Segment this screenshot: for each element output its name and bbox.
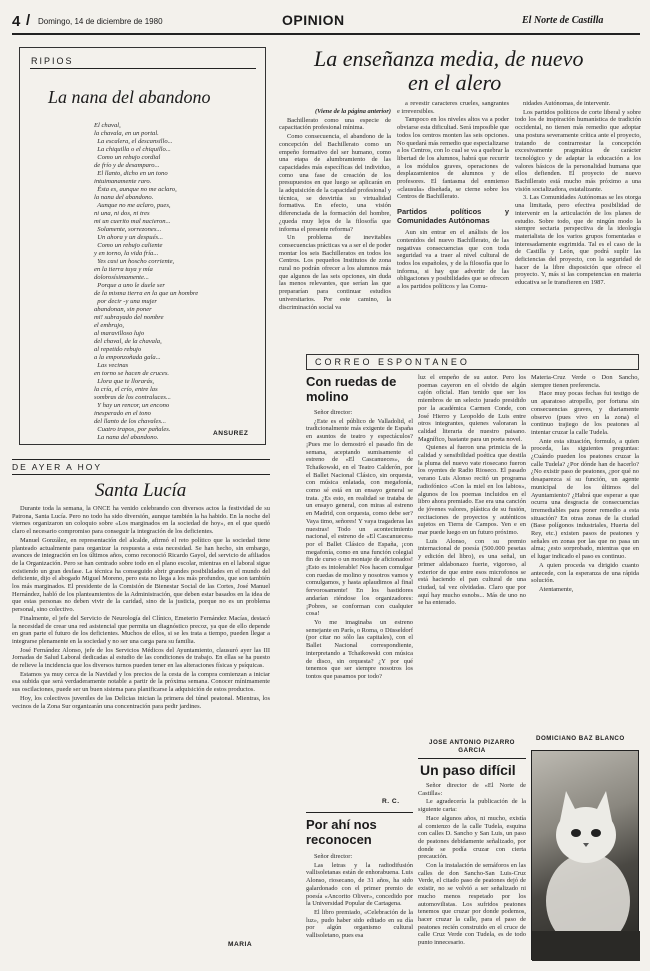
article-col3 (515, 100, 641, 350)
article-paragraph: Aun sin entrar en el análisis de los contenidos del nuevo Bachillerato, de las negativas consecuencias que con toda seguridad va a traer al nivel cultural de todos los españoles, y de la filosofía que lo informa, si hay que advertir de las obligaciones y posibilidades que se ofrecen a los partidos políticos y las Comu- (397, 229, 509, 291)
article-continuation: (Viene de la página anterior) (315, 108, 391, 115)
ripios-title: La nana del abandono (48, 87, 211, 107)
letter-greeting: Señor director: (314, 409, 353, 416)
article-title-line2: en el alero (408, 70, 502, 95)
letter2-body (306, 853, 413, 963)
letter-paragraph: Materia-Cruz Verde o Don Sancho, siempre tienen preferencia. (531, 374, 639, 389)
ayer-body (12, 505, 270, 911)
letter2-title: Por ahí nos reconocen (306, 817, 377, 847)
article-subhead: Partidos políticos y Comunidades Autónomas (397, 207, 509, 226)
letter-paragraph: El libro premiado, «Celebración de la luz», pudo haber sido editado en su día por algún organismo cultural vallisoletano, pues esa (306, 908, 413, 940)
letter-paragraph: Con la instalación de semáforos en las calles de don Sancho-San Luis-Cruz Verde, el citado paso de peatones dejó de existir, no se volvió a ser señalizado ni mucho menos respetado por los automovilistas. Los sufridos peatones tenemos que cruzar por donde podemos, hacer cruzar la calle, para el paso de peatones recién construido en el cruce de calle Cruz Verde con Tudela, es de todo punto innecesario. (418, 862, 526, 947)
letter-paragraph: Ante esta situación, formulo, a quien proceda, las siguientes preguntas: ¿Cuándo pueden los peatones cruzar la calle Tudela? ¿Por dónde han de hacerlo? ¿No existir paso de peatones, ¿por qué no desaparezca sí su función, un agente municipal de los últimos del Ayuntamiento? ¿Habrá que esperar a que ocurra una desgracia de consecuencias irremediables para poner remedio a esta situación? En otras zonas de la ciudad (Base polígonos industriales, Huerta del Rey, etc.) existen pasos de peatones y señales en zonas por las que no pasa un alma; ¿esto sorprobado, mientras que en el lugar indicado el paso es continuo. (531, 437, 639, 561)
article-paragraph: 3. Las Comunidades Autónomas se les otorga una limitada, pero efectiva posibilidad de intervenir en la articulación de los planes de estudio. Sobre todo, que de ningún modo la siempre sectaria perspectiva de la ideología materialista de los varios grupos fomentadas e interesadamente esgrimida. Tal es el caso de la de Castilla y León, que podrá suplir las deficiencias del proyecto, con la seguridad de hacer de la libre disposición que ofrece el proyecto. Y, más si las competencias en materia educativa se le transfieren en 1987. (515, 194, 641, 287)
ayer-paragraph: Hoy, los colectivos juveniles de las Delicias inician la primera del túnel peatonal. Mientras, los vecinos de la Zona Sur organizarán una concentración para pedir jardines. (12, 694, 270, 710)
page-number: 4 (12, 13, 21, 30)
article-title-line1: La enseñanza media, de nuevo (314, 46, 584, 71)
ayer-title: Santa Lucía (95, 480, 187, 501)
article-paragraph: nidades Autónomas, de intervenir. (523, 100, 611, 107)
letter1-signature: R. C. (382, 798, 400, 805)
article-col1 (279, 108, 391, 350)
ayer-paragraph: José Fernández Alonso, jefe de los Servicios Médicos del Ayuntamiento, clausuró ayer las III Jornadas de Salud Laboral dedicadas al estudio de las condiciones de trabajo. En ellas se ha puesto de relieve la incidencia que los diversos turnos pueden tener en las alteraciones físicas y psíquicas. (12, 646, 270, 670)
ayer-label: DE AYER A HOY (12, 462, 103, 472)
letter1-title: Con ruedas de molino (306, 374, 397, 404)
letter-paragraph: Hace algunos años, ni mucho, existía al comienzo de la calle Tudela, esquina con calles D. Sancho y San Luis, un paso de peatones debidamente señalizado, por donde se podía cruzar con cierta precaución. (418, 814, 526, 861)
letter-paragraph: Las letras y la radiodifusión vallisoletanas están de enhorabuena. Luis Alonso, riosecano, de 31 años, ha sido galardonado con el primer premio de poesía «Ancorito Oliver», concedido por la Universidad Popular de Cartagena. (306, 861, 413, 908)
letter-paragraph: Le agradecería la publicación de la siguiente carta: (418, 798, 526, 814)
header-date: Domingo, 14 de diciembre de 1980 (38, 17, 163, 26)
ripios-signature: ANSUREZ (213, 430, 249, 437)
ripios-poem: El chaval, la chavala, en un portal. La escalera, el descansillo... La chiquilla o el chiquillo... Como un rebujo cordial de frío y de desamparo... El llanto, dicho en un tono intuimanamente raro. Ésta es, aunque no me aclaro, la nana del abandono. Aunque no me aclaro, pues, ni una, ni dos, ni tres mi un cuerito mal nacieron... Solamente, sorrezones... Un ahora y un después... Como un rebujo caliente y en torno, la vida fría... Yes casi un hoscho corriente, en la tierra tuya y mía dolorosísimamente... Porque a uno le duele ser de la misma tierra en la que un hombre por decir -y una mujer abandonan, sin poner mi! subrayado del nombre el embrujo, al maravilloso lujo del chaval, de la chavala, al repetido rebujo a la emponzoñada gala... Las vecinas en torno se hacen de cruces. Llora que te llorarás, la cría, el crío, entre las sombras de los contraluces... Y hay un rencor, un encono inesperado en el tono del llanto de los chavales... Cuatro trapos, por pañales. La nana del abandono. (94, 122, 199, 441)
letter-paragraph: Hace muy pocas fechas fui testigo de un aparatoso atropello, por fortuna sin consecuencias graves, y diariamente observo (pues vivo en la zona) el continuo trajiego de los peatones al intentar cruzar la calle Tudela. (531, 390, 639, 436)
letter-paragraph: A quien proceda va dirigido cuanto antecede, con la esperanza de una rápida solución. (531, 561, 639, 585)
letter-paragraph: luz el empeño de su autor. Pero los poemas cayeron en el olvido de algún cajón oficial. Han tenido que ser los miembros de un selecto jurado presidido por la académica Carmen Conde, con José Hierro y Leopoldo de Luis entre otros integrantes, quienes valoraran la calidad literaria de nuestro paisano. Magnífico, bastante para un poeta novel. (418, 374, 526, 443)
letter1-end-rule (306, 812, 413, 813)
ripios-box (19, 47, 266, 445)
ripios-label: RIPIOS (31, 56, 74, 66)
article-paragraph: Un problema de inevitables consecuencias prácticas va a ser el de poder montar los seis Bachilleratos en todos los Centros. Los pequeños Institutos de zona rural no podrán ofrecer a los alumnos más que algunos de las seis opciones, sin duda las menos relevantes, que serían las que prepararían para continuar estudios universitarios. Por este camino, la discriminación social va (279, 234, 391, 311)
ayer-signature: MARIA (228, 941, 253, 948)
letter-paragraph: Luis Alonso, con su premio internacional de poesía (500.000 pesetas y edición del libro), es una señal, un primer aldabonazo fuerte, vigoroso, al exterior de que entre esos microfonos se está haciendo el pan cultural de una ciudad, tal vez olvidadas. Claro que por aquí hay mucho esnobs... Más de uno no se ha enterado. (418, 537, 526, 607)
ayer-label-rule (12, 474, 270, 475)
cat-photo (531, 750, 639, 960)
ayer-paragraph: Durante toda la semana, la ONCE ha venido celebrando con diversos actos la festividad de su Patrona, Santa Lucía. Pero no todo ha sido diversión, aunque también la ha habido. En la noche del viernes organizaron un coloquio sobre «Los marginados en la sociedad de hoy», en el que quedó claro el necesario compromiso para conseguir la integración de los deficientes. (12, 505, 270, 536)
masthead: El Norte de Castilla (522, 15, 604, 26)
correo-banner (306, 354, 639, 370)
letter2-continued (418, 374, 526, 734)
letter-paragraph: Quienes al fueron una primicia de la calidad y sensibilidad poética que destila la pluma del nuevo vate riosecano fueron los oyentes de Radio Rioseco. El pasado verano Luis Alonso recitó un programa radiofónico «Con la miel en los labios», algunos de los poemas incluidos en el libro ahora premiado. Ese era una canción de jóvenes valores, plástica de su fusión, recitaciones de proyectos y auténticos sujetos en Tierra de Campos. Yen e en mar puede luego en un futuro próximo. (418, 444, 526, 537)
page-number-slash: / (26, 12, 31, 29)
letter3-signature: DOMICIANO BAZ BLANCO (536, 735, 625, 742)
ayer-paragraph: Estamos ya muy cerca de la Navidad y los precios de la cesta de la compra comienzan a iniciar esa subida que será verdaderamente notable a partir de la próxima semana. Conocer mínimamente sus oscilaciones, puede ser un buen sistema para planificarse la adquisición de estos productos. (12, 670, 270, 694)
letter-paragraph: ¿Este es el público de Valladolid, el tradicionalmente más exigente de España en asuntos de teatro y espectáculos? ¡Pues me lo demostró el pasado fin de semana, aceptando sumisamente el estreno de «El Cascanueces», de Tchaikowski, en el Teatro Calderón, por el Ballet Nacional Clásico, sin orquesta, con música enlatada, con megafonía, como sé está en un ensayo general se trata. ¿Es esto, en realidad se trataba de un ensayo general, con miras al estreno en Madrid, con orquesta, como debe ser? Vaya timo, señores! Y vaya tragaderas las nuestras! Todo un acontecimiento nacional, el estreno de «El Cascanueces» por el Ballet Clásico de España, ¡con megafonía, como en una función colegial fin de curso o un montaje de aficionados! ¡Esto es intolerable! Nos hacen comulgar con ruedas de molino y nosotros vamos y comulgamos, y hasta aplaudimos al final fervorosamente! En los bastidores andarían riéndose los organizadores: ¡Pobres, se conforman con cualquier cosa! (306, 417, 413, 618)
letter-greeting: Señor director de «El Norte de Castilla»: (418, 782, 526, 797)
letter3-title: Un paso difícil (420, 762, 516, 778)
ayer-paragraph: Finalmente, el jefe del Servicio de Neurología del Clínico, Emeterio Fernández Macías, destacó la necesidad de crear una red asistencial que permita un diagnóstico precoz, ya que de ello depende en gran parte el futuro de los deficientes. Muchos de ellos, si se les trata a tiempo, pueden llegar a integrarse plenamente en la sociedad y no ser una carga para su familia. (12, 614, 270, 645)
article-paragraph: Los partidos políticos de corte liberal y sobre todo los de inspiración humanística de tradición occidental, no tienen más remedio que adoptar una postura severamente crítica ante el proyecto, tratando de contrarrestar la concepción excesivamente pragmática de carácter tecnológico y de adaptar la educación a los valores básicos de la personalidad humana que ellos defienden. El proyecto de nuevo Bachillerato está mucho más próximo a una visión socializadora, estatalizante. (515, 108, 641, 193)
letter-greeting: Señor director: (314, 853, 353, 860)
ayer-top-rule (12, 459, 270, 460)
letter2-signature: JOSE ANTONIO PIZARRO GARCIA (429, 739, 515, 754)
correo-label: CORREO ESPONTANEO (315, 357, 470, 367)
letter-paragraph: Yo me imaginaba un estreno semejante en París, o Roma, o Düsseldorf (por citar no sólo las capitales), con el Ballet Nacional correspondiente, interpretando a Tchaikowski con música de disco, sin orquesta? ¿Y por qué tenemos que ser siempre nosotros los tontos que pasamos por todo? (306, 618, 413, 680)
article-paragraph: Tampoco en los niveles altos va a poder obviarse esta dificultad. Será imposible que todos los centros monten las seis opciones. No quedará más remedio que especializarse a los Centros, con lo cual se va a quebrar la libertad de los alumnos, habrá que recurrir a los módulos graves, operaciones de desplazamientos de alumnos y de profesores. El fantasma del enmienso «clausula» diseñada, se cierne sobre los Centros de Bachillerato. (397, 116, 509, 201)
ripios-label-rule (30, 68, 256, 69)
header-rule (12, 33, 640, 35)
article-paragraph: Como consecuencia, el abandono de la concepción del Bachillerato como un empeño formativo del ser humano, como una etapa de alumbramiento de las capacidades más específicas del individuo, como una fase de creación de los presupuestos en que luego se aplicarán en la adquisición de la capacidad profesional y técnica, se desvirtúa su virtualidad formativa. En efecto, una visión diferenciada de la formación del hombre, ¿queda muy lejos de la filosofía que informa el presente reforma? (279, 133, 391, 233)
letter3-body (418, 782, 526, 963)
section-title: OPINION (282, 12, 345, 28)
letter3-continued (531, 374, 639, 730)
cat-photo-illustration (532, 751, 640, 961)
article-col2 (397, 100, 509, 350)
article-paragraph: a revestir caracteres crueles, sangrantes e irreversibles. (397, 100, 509, 115)
article-paragraph: Bachillerato como una especie de capacitación profesional mínima. (279, 116, 391, 132)
letter1-body (306, 409, 413, 794)
letter-paragraph: Atentamente, (539, 585, 574, 593)
ayer-paragraph: Manuel González, en representación del alcalde, afirmó el reto político que la sociedad tiene planteado actualmente para organizar la respuesta a esta necesidad. Se han hecho, sin embargo, avances de integración en los últimos años, como reconoció Ricardo Gayol, del servicio de afiliados de la Organización. Pero se han centrado sobre todo en el plano escolar, mientras en el laboral sigue existiendo un gran desfase. La técnica ha conseguido abrir grandes posibilidades en el mundo del deficiente, dijo el abogado Miguel Moreno, pero esta no llega a los más profundos, que son también los más marginados. El presidente de la Comisión de Bienestar Social de las Cortes, José Manuel Hernández, habló de los planteamientos de la Administración, que deben estar basados en la idea de que estas personas no deben vivir de la caridad, sino de la justicia, porque no es un problema personal, sino colectivo. (12, 536, 270, 614)
letter2-end-rule (418, 758, 526, 759)
